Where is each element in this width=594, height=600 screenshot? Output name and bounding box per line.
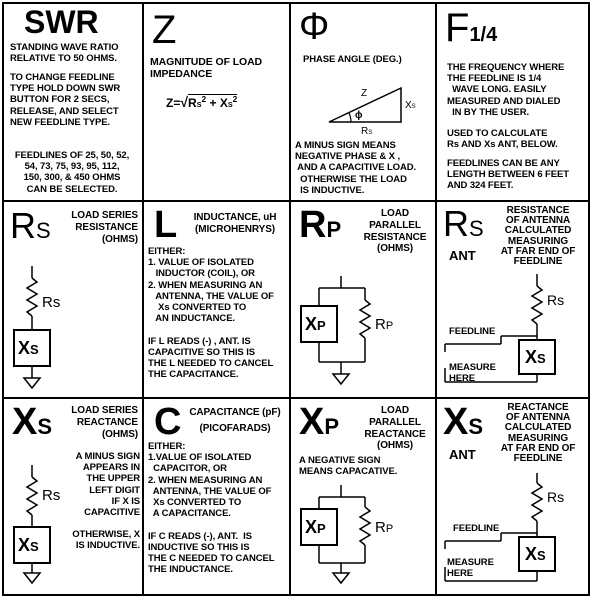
- f-usage: USED TO CALCULATE Rs AND Xs ANT, BELOW.: [447, 128, 558, 151]
- xs-symbol: XS: [12, 401, 53, 443]
- phi-note: A MINUS SIGN MEANS NEGATIVE PHASE & X , AND A CAPACITIVE LOAD. OTHERWISE THE LOAD IS INDUCTIVE.: [295, 140, 417, 196]
- phi-title: PHASE ANGLE (DEG.): [303, 54, 402, 65]
- xp-parallel-circuit-icon: [291, 399, 435, 594]
- cell-capacitance: [144, 399, 289, 594]
- rs-ant-title: RESISTANCE OF ANTENNA CALCULATED MEASURING AT FAR END OF FEEDLINE: [500, 205, 576, 267]
- cell-phase: [291, 4, 435, 200]
- xs-note: A MINUS SIGN APPEARS IN THE UPPER LEFT DIGIT IF X IS CAPACITIVE: [75, 451, 140, 519]
- l-symbol: L: [154, 204, 178, 246]
- swr-symbol: SWR: [24, 4, 99, 40]
- xs-ant-box-label: XS: [525, 544, 546, 564]
- xp-symbol: XP: [299, 401, 340, 443]
- f-symbol: F1/4: [445, 6, 498, 50]
- xs-series-circuit-icon: [4, 399, 142, 594]
- rs-symbol: RS: [10, 205, 51, 246]
- l-title: INDUCTANCE, uH (MICROHENRYS): [193, 212, 277, 235]
- rs-ant-measure-label: MEASURE HERE: [449, 362, 496, 385]
- rs-ant-feedline-label: FEEDLINE: [449, 326, 496, 337]
- parallel-circuit-icon: [291, 202, 435, 397]
- series-circuit-icon: [4, 202, 142, 397]
- swr-description: STANDING WAVE RATIO RELATIVE TO 50 OHMS.: [10, 42, 119, 65]
- xs-note-inductive: OTHERWISE, X IS INDUCTIVE.: [72, 529, 140, 552]
- xp-title: LOAD PARALLEL REACTANCE (OHMS): [364, 405, 426, 452]
- xs-resistor-label: Rs: [42, 487, 61, 504]
- phi-symbol: Φ: [299, 6, 330, 48]
- z-title: MAGNITUDE OF LOAD IMPEDANCE: [150, 56, 263, 81]
- cell-xp: [291, 399, 435, 594]
- swr-feedlines: FEEDLINES OF 25, 50, 52, 54, 73, 75, 93, 95, 112, 150, 300, & 450 OHMS CAN BE SELECTED.: [14, 150, 130, 195]
- xs-ant-resistor-label: Rs: [547, 489, 565, 505]
- f-feedline-length: FEEDLINES CAN BE ANY LENGTH BETWEEN 6 FEET AND 324 FEET.: [447, 158, 569, 192]
- xp-note: A NEGATIVE SIGN MEANS CAPACATIVE.: [299, 455, 398, 478]
- cell-f-quarter: [437, 4, 588, 200]
- rp-title: LOAD PARALLEL RESISTANCE (OHMS): [363, 208, 427, 255]
- sqrt-icon: √: [180, 94, 189, 110]
- rs-resistor-label: Rs: [42, 294, 61, 311]
- rp-box-label: XP: [305, 314, 326, 334]
- xs-box-label: XS: [18, 535, 39, 555]
- cell-xs: [4, 399, 142, 594]
- z-formula-lhs: Z=: [166, 96, 181, 110]
- rs-box-label: XS: [18, 338, 39, 358]
- z-symbol: Z: [152, 8, 177, 52]
- xs-ant-symbol: XS: [443, 401, 484, 443]
- c-title: CAPACITANCE (pF) (PICOFARADS): [189, 407, 281, 434]
- triangle-phi-label: ϕ: [355, 110, 363, 121]
- xp-resistor-label: RP: [375, 519, 394, 536]
- cell-rs-ant: [437, 202, 588, 397]
- triangle-rs-label: RS: [361, 126, 373, 137]
- rs-ant-box-label: XS: [525, 347, 546, 367]
- c-text: EITHER: 1.VALUE OF ISOLATED CAPACITOR, OR 2. WHEN MEASURING AN ANTENNA, THE VALUE OF Xs CONVERTED TO A CAPACITANCE. IF C READS (-), ANT. IS INDUCTIVE SO THIS IS THE C NEEDED TO CANCEL THE INDUCTANCE.: [148, 441, 275, 576]
- xs-ant-title: REACTANCE OF ANTENNA CALCULATED MEASURING AT FAR END OF FEEDLINE: [500, 402, 576, 464]
- f-description: THE FREQUENCY WHERE THE FEEDLINE IS 1/4 WAVE LONG. EASILY MEASURED AND DIALED IN BY THE USER.: [447, 62, 565, 118]
- cell-rs: [4, 202, 142, 397]
- cell-swr: [4, 4, 142, 200]
- cell-inductance: [144, 202, 289, 397]
- xs-ant-feedline-label: FEEDLINE: [453, 523, 500, 534]
- c-symbol: C: [154, 401, 182, 443]
- l-text: EITHER: 1. VALUE OF ISOLATED INDUCTOR (COIL), OR 2. WHEN MEASURING AN ANTENNA, THE VALUE OF Xs CONVERTED TO AN INDUCTANCE. IF L READS (-) , ANT. IS CAPACITIVE SO THIS IS THE L NEEDED TO CANCEL THE CAPACITANCE.: [148, 246, 274, 381]
- triangle-z-label: Z: [361, 88, 368, 99]
- swr-change-instructions: TO CHANGE FEEDLINE TYPE HOLD DOWN SWR BUTTON FOR 2 SECS, RELEASE, AND SELECT NEW FEEDLINE TYPE.: [10, 72, 121, 128]
- rs-title: LOAD SERIES RESISTANCE (OHMS): [71, 210, 138, 245]
- z-formula-radicand: $RS^2 + XS^2$: [188, 94, 238, 110]
- rp-symbol: RP: [299, 204, 342, 246]
- rs-ant-resistor-label: Rs: [547, 292, 565, 308]
- z-formula: [166, 94, 237, 110]
- xs-title: LOAD SERIES REACTANCE (OHMS): [71, 405, 138, 440]
- xp-box-label: XP: [305, 517, 326, 537]
- triangle-xs-label: XS: [405, 100, 416, 111]
- xs-ant-measure-label: MEASURE HERE: [447, 557, 494, 580]
- cell-z: [144, 4, 289, 200]
- cell-xs-ant: [437, 399, 588, 594]
- rs-ant-label: ANT: [449, 248, 476, 263]
- rp-resistor-label: RP: [375, 316, 394, 333]
- xs-ant-label: ANT: [449, 447, 476, 462]
- cell-rp: [291, 202, 435, 397]
- rs-ant-symbol: RS: [443, 203, 484, 244]
